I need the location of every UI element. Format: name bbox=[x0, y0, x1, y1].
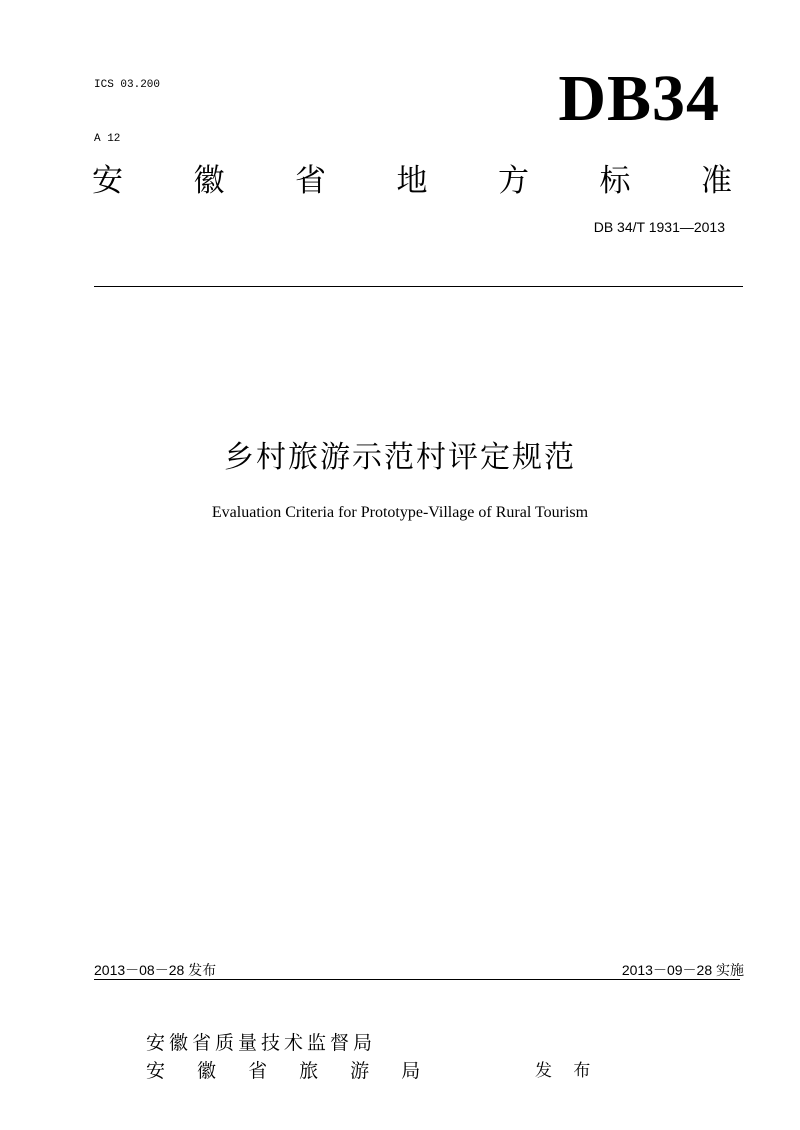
province-title-char: 省 bbox=[295, 162, 326, 199]
ics-code: ICS 03.200 bbox=[94, 79, 161, 91]
classification-codes bbox=[94, 40, 160, 166]
issuer-quality-bureau: 安徽省质量技术监督局 bbox=[146, 1032, 377, 1054]
publish-label: 发 布 bbox=[535, 1061, 599, 1081]
province-title-char: 徽 bbox=[193, 162, 225, 199]
footer-divider bbox=[94, 979, 250, 980]
province-title-char: 标 bbox=[599, 162, 631, 199]
footer-divider bbox=[250, 979, 740, 980]
province-standard-title bbox=[92, 155, 732, 199]
document-title-english: Evaluation Criteria for Prototype-Village of Rural Tourism bbox=[211, 504, 589, 521]
header-divider bbox=[94, 286, 743, 287]
province-title-char: 方 bbox=[498, 162, 529, 199]
standard-mark: DB34 bbox=[558, 62, 720, 135]
province-title-char: 安 bbox=[92, 162, 123, 199]
publish-date: 2013－08－28 发布 bbox=[94, 962, 217, 978]
standard-number: DB 34/T 1931—2013 bbox=[593, 219, 725, 235]
implement-date: 2013－09－28 实施 bbox=[621, 962, 744, 978]
document-title-chinese: 乡村旅游示范村评定规范 bbox=[224, 440, 576, 475]
province-title-char: 地 bbox=[396, 162, 428, 199]
issuer-tourism-bureau: 安 徽 省 旅 游 局 bbox=[146, 1060, 434, 1082]
ccs-code: A 12 bbox=[94, 133, 121, 145]
province-title-char: 准 bbox=[701, 162, 732, 199]
